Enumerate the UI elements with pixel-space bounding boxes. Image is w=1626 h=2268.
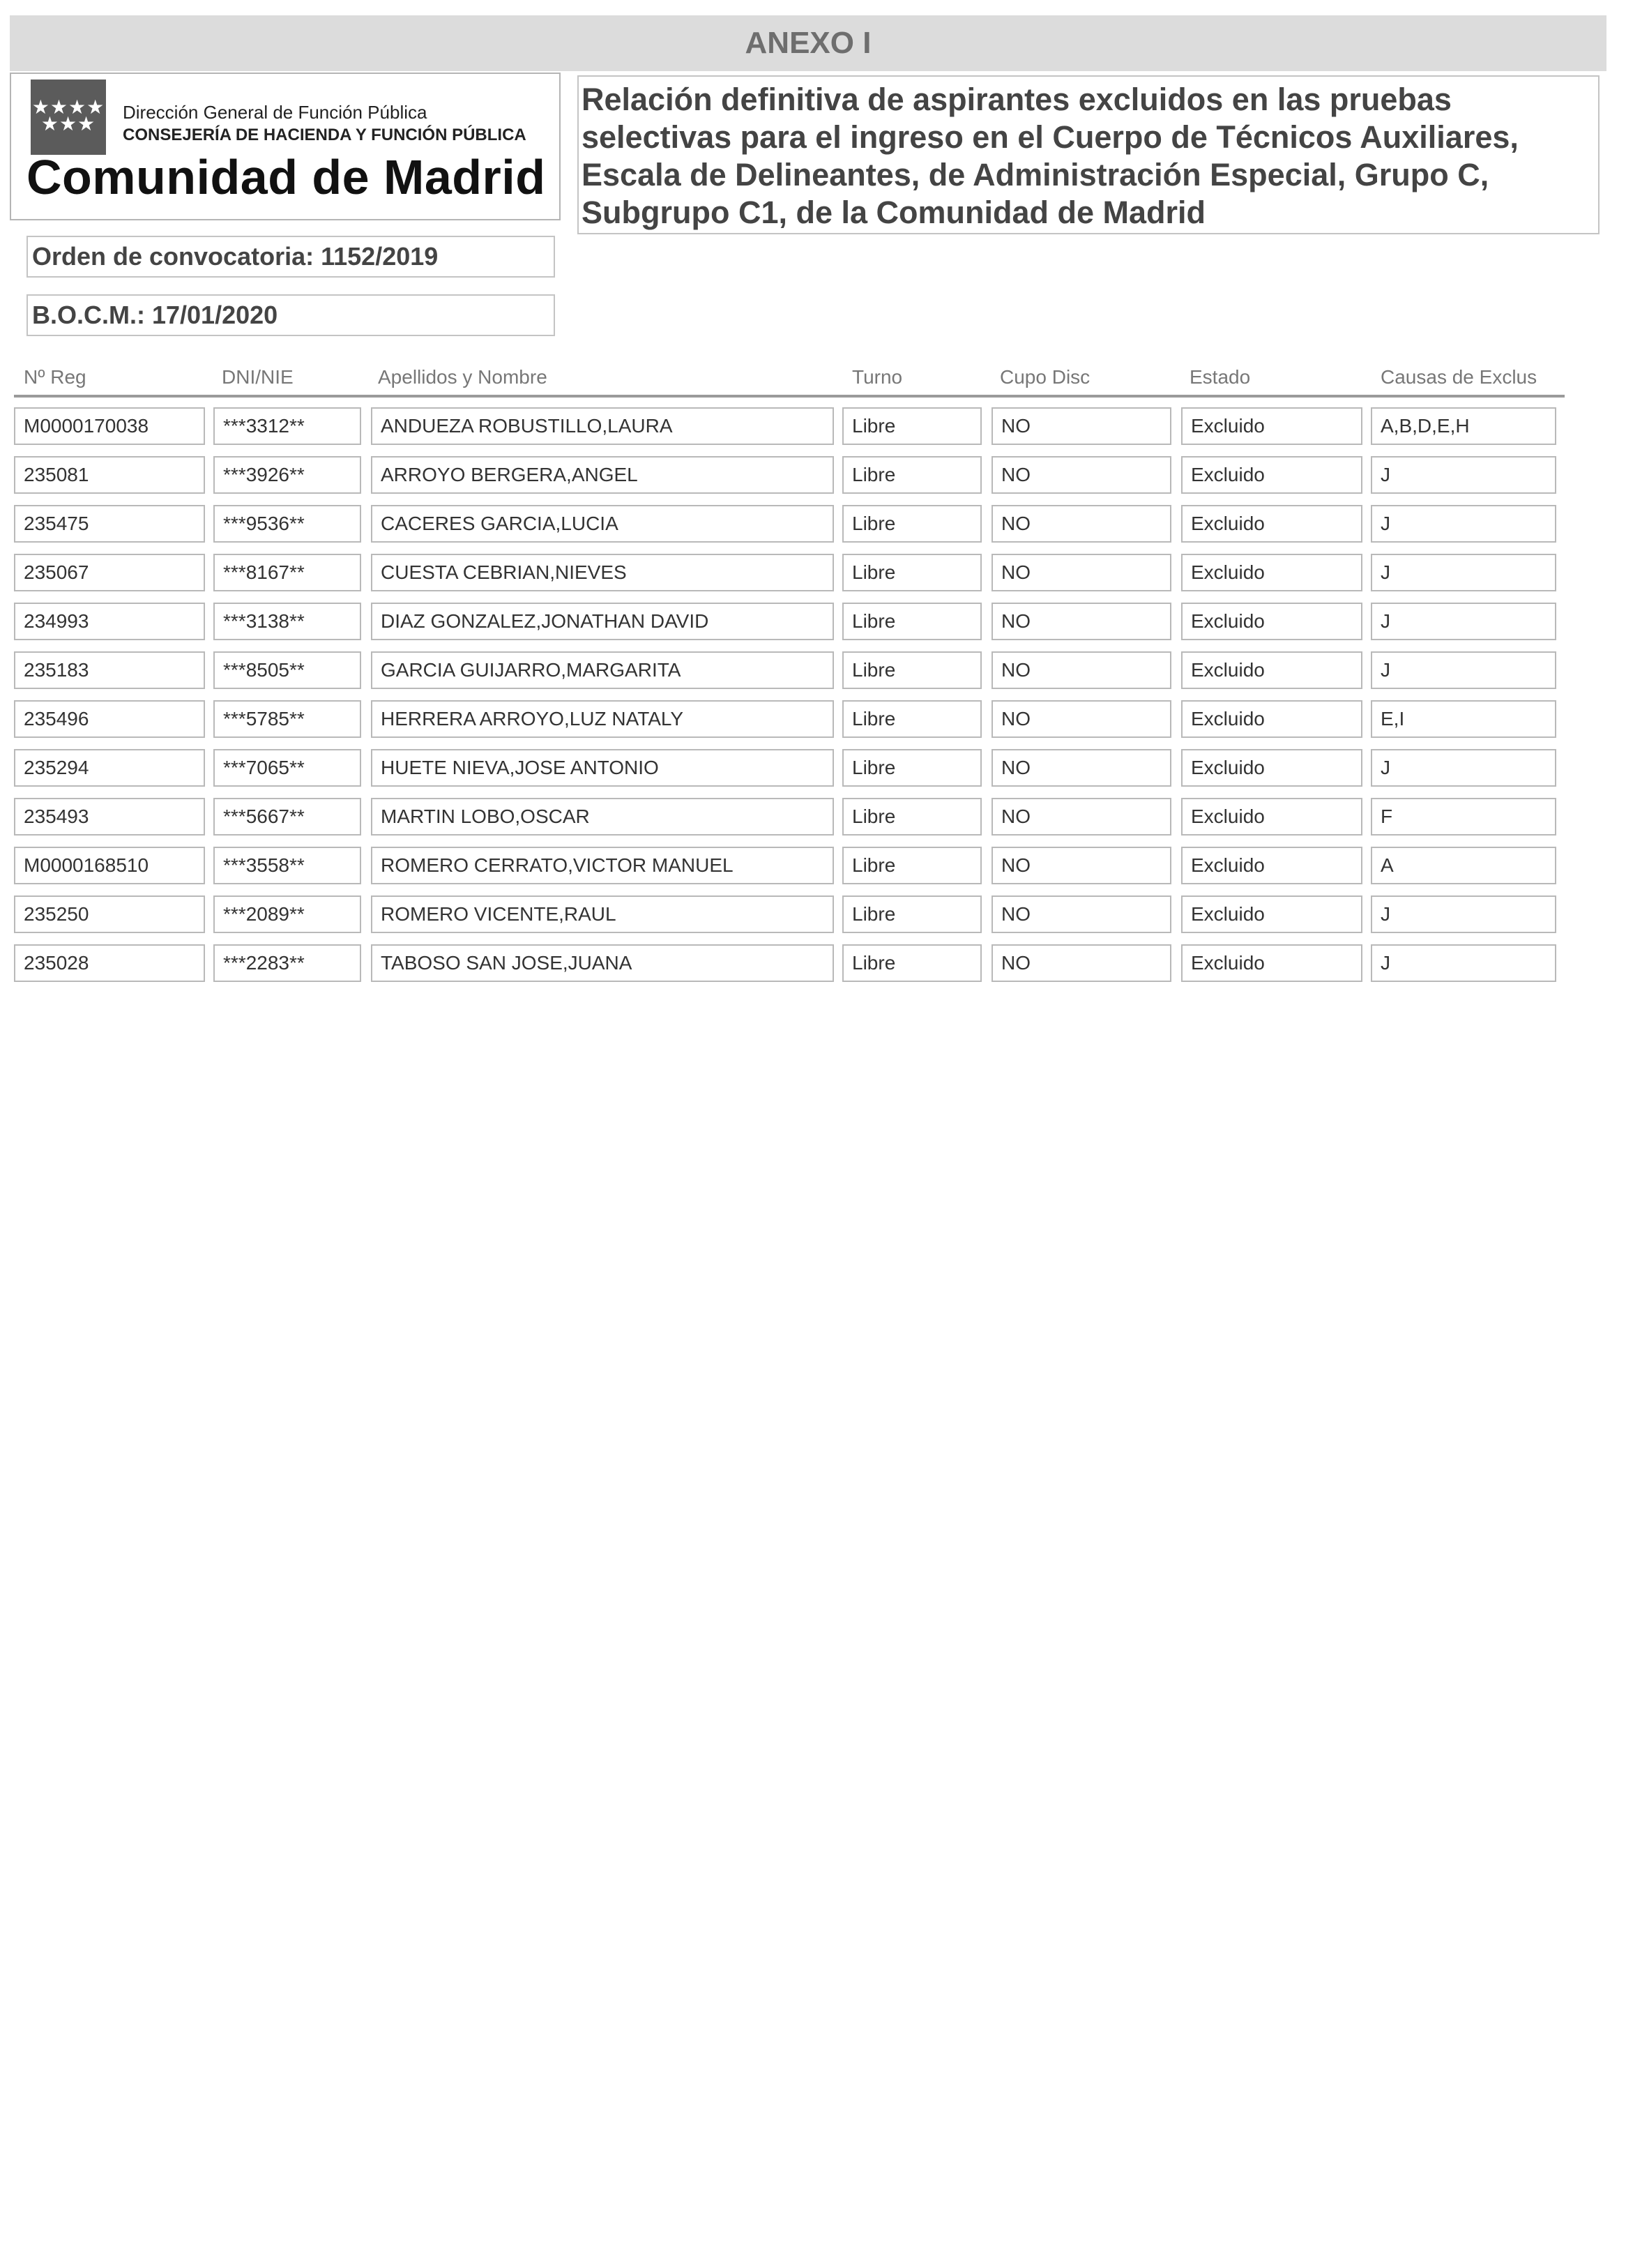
cell-causas: J: [1371, 749, 1556, 787]
cell-nreg: 235028: [14, 944, 205, 982]
cell-cupo: NO: [991, 651, 1171, 689]
col-header-dni: DNI/NIE: [222, 366, 294, 388]
cell-nombre: CUESTA CEBRIAN,NIEVES: [371, 554, 834, 591]
table-row: [0, 895, 1626, 933]
cell-nreg: 234993: [14, 603, 205, 640]
cell-causas: J: [1371, 603, 1556, 640]
cell-causas: J: [1371, 554, 1556, 591]
orden-convocatoria: Orden de convocatoria: 1152/2019: [26, 236, 555, 278]
cell-turno: Libre: [842, 456, 982, 494]
cell-cupo: NO: [991, 603, 1171, 640]
col-header-estado: Estado: [1190, 366, 1251, 388]
col-header-cupo: Cupo Disc: [1000, 366, 1091, 388]
cell-estado: Excluido: [1181, 847, 1362, 884]
cell-turno: Libre: [842, 651, 982, 689]
table-row: [0, 651, 1626, 689]
cell-estado: Excluido: [1181, 456, 1362, 494]
bocm-date: B.O.C.M.: 17/01/2020: [26, 294, 555, 336]
table-row: [0, 407, 1626, 445]
madrid-flag-icon: ★★★★ ★★★: [31, 80, 106, 155]
table-row: [0, 456, 1626, 494]
cell-dni: ***9536**: [213, 505, 361, 543]
table-row: [0, 944, 1626, 982]
cell-cupo: NO: [991, 700, 1171, 738]
cell-dni: ***3312**: [213, 407, 361, 445]
col-header-causas: Causas de Exclus: [1381, 366, 1537, 388]
cell-cupo: NO: [991, 456, 1171, 494]
cell-nombre: CACERES GARCIA,LUCIA: [371, 505, 834, 543]
cell-estado: Excluido: [1181, 895, 1362, 933]
cell-dni: ***5785**: [213, 700, 361, 738]
cell-turno: Libre: [842, 505, 982, 543]
cell-estado: Excluido: [1181, 554, 1362, 591]
col-header-turno: Turno: [852, 366, 903, 388]
table-row: [0, 847, 1626, 884]
cell-nreg: 235294: [14, 749, 205, 787]
cell-nreg: 235496: [14, 700, 205, 738]
cell-causas: A,B,D,E,H: [1371, 407, 1556, 445]
cell-cupo: NO: [991, 505, 1171, 543]
cell-causas: J: [1371, 651, 1556, 689]
cell-nreg: 235067: [14, 554, 205, 591]
cell-estado: Excluido: [1181, 700, 1362, 738]
cell-causas: J: [1371, 895, 1556, 933]
cell-turno: Libre: [842, 944, 982, 982]
cell-estado: Excluido: [1181, 749, 1362, 787]
table-row: [0, 749, 1626, 787]
cell-cupo: NO: [991, 847, 1171, 884]
cell-estado: Excluido: [1181, 798, 1362, 836]
document-title: Relación definitiva de aspirantes excluidos en las pruebas selectivas para el ingreso en el Cuerpo de Técnicos Auxiliares, Escala de Delineantes, de Administración Especial, Grupo C, Subgrupo C1, de la Comunidad de Madrid: [577, 75, 1600, 234]
cell-nombre: HUETE NIEVA,JOSE ANTONIO: [371, 749, 834, 787]
cell-causas: J: [1371, 456, 1556, 494]
cell-nombre: TABOSO SAN JOSE,JUANA: [371, 944, 834, 982]
cell-turno: Libre: [842, 554, 982, 591]
cell-nombre: ANDUEZA ROBUSTILLO,LAURA: [371, 407, 834, 445]
cell-dni: ***8505**: [213, 651, 361, 689]
table-row: [0, 700, 1626, 738]
cell-causas: E,I: [1371, 700, 1556, 738]
cell-nreg: M0000168510: [14, 847, 205, 884]
cell-dni: ***2283**: [213, 944, 361, 982]
cell-cupo: NO: [991, 749, 1171, 787]
cell-cupo: NO: [991, 895, 1171, 933]
cell-estado: Excluido: [1181, 603, 1362, 640]
cell-turno: Libre: [842, 798, 982, 836]
cell-nombre: DIAZ GONZALEZ,JONATHAN DAVID: [371, 603, 834, 640]
col-header-nreg: Nº Reg: [24, 366, 86, 388]
cell-estado: Excluido: [1181, 944, 1362, 982]
cell-turno: Libre: [842, 603, 982, 640]
cell-cupo: NO: [991, 944, 1171, 982]
cell-nombre: MARTIN LOBO,OSCAR: [371, 798, 834, 836]
cell-cupo: NO: [991, 554, 1171, 591]
cell-dni: ***3926**: [213, 456, 361, 494]
cell-turno: Libre: [842, 749, 982, 787]
cell-nreg: 235493: [14, 798, 205, 836]
cell-cupo: NO: [991, 407, 1171, 445]
cell-turno: Libre: [842, 407, 982, 445]
cell-estado: Excluido: [1181, 651, 1362, 689]
cell-dni: ***3558**: [213, 847, 361, 884]
cell-dni: ***2089**: [213, 895, 361, 933]
cell-turno: Libre: [842, 895, 982, 933]
cell-nreg: 235183: [14, 651, 205, 689]
cell-estado: Excluido: [1181, 505, 1362, 543]
cell-turno: Libre: [842, 847, 982, 884]
cell-causas: F: [1371, 798, 1556, 836]
cell-nombre: ARROYO BERGERA,ANGEL: [371, 456, 834, 494]
table-row: [0, 505, 1626, 543]
cell-dni: ***8167**: [213, 554, 361, 591]
cell-causas: J: [1371, 944, 1556, 982]
cell-dni: ***5667**: [213, 798, 361, 836]
cell-nreg: 235081: [14, 456, 205, 494]
table-row: [0, 603, 1626, 640]
direccion-general-label: Dirección General de Función Pública: [123, 102, 427, 123]
cell-cupo: NO: [991, 798, 1171, 836]
cell-nombre: GARCIA GUIJARRO,MARGARITA: [371, 651, 834, 689]
cell-nombre: ROMERO VICENTE,RAUL: [371, 895, 834, 933]
cell-nreg: 235475: [14, 505, 205, 543]
cell-estado: Excluido: [1181, 407, 1362, 445]
table-header: [14, 360, 1565, 398]
cell-causas: J: [1371, 505, 1556, 543]
comunidad-de-madrid-wordmark: Comunidad de Madrid: [26, 150, 546, 204]
cell-dni: ***7065**: [213, 749, 361, 787]
cell-causas: A: [1371, 847, 1556, 884]
annex-title: ANEXO I: [10, 15, 1606, 71]
cell-nombre: HERRERA ARROYO,LUZ NATALY: [371, 700, 834, 738]
cell-turno: Libre: [842, 700, 982, 738]
col-header-nombre: Apellidos y Nombre: [378, 366, 547, 388]
institution-logo-block: [10, 73, 561, 220]
cell-nreg: 235250: [14, 895, 205, 933]
consejeria-label: CONSEJERÍA DE HACIENDA Y FUNCIÓN PÚBLICA: [123, 126, 526, 144]
cell-nreg: M0000170038: [14, 407, 205, 445]
table-row: [0, 798, 1626, 836]
cell-nombre: ROMERO CERRATO,VICTOR MANUEL: [371, 847, 834, 884]
table-row: [0, 554, 1626, 591]
cell-dni: ***3138**: [213, 603, 361, 640]
